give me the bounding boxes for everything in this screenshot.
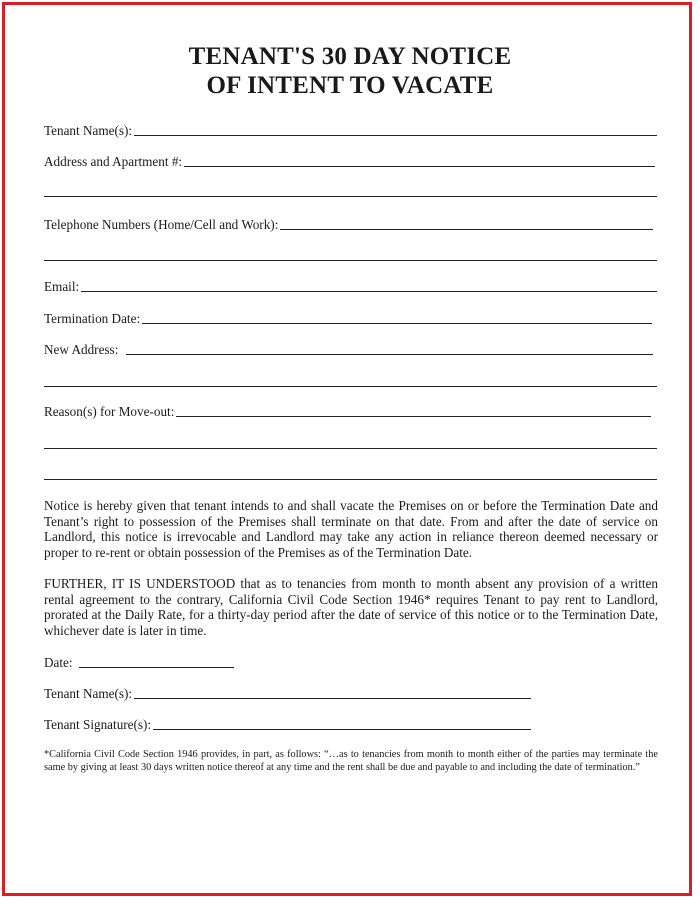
- signature-tenant-names-field[interactable]: [44, 686, 531, 702]
- title-line-2: OF INTENT TO VACATE: [206, 72, 494, 99]
- telephone-label: Telephone Numbers (Home/Cell and Work):: [44, 217, 279, 232]
- address-blank-2[interactable]: [44, 196, 657, 197]
- address-field[interactable]: [44, 154, 655, 170]
- tenant-names-label: Tenant Name(s):: [44, 123, 133, 138]
- email-label: Email:: [44, 279, 80, 294]
- signature-tenant-names-blank[interactable]: [134, 698, 531, 699]
- email-field[interactable]: [44, 279, 657, 295]
- new-address-blank[interactable]: [126, 354, 653, 355]
- title-line-1: TENANT'S 30 DAY NOTICE: [188, 43, 512, 70]
- reasons-blank-3[interactable]: [44, 479, 657, 480]
- new-address-blank-2[interactable]: [44, 386, 657, 387]
- telephone-blank-2[interactable]: [44, 260, 657, 261]
- signature-tenant-names-label: Tenant Name(s):: [44, 686, 133, 701]
- address-label: Address and Apartment #:: [44, 154, 183, 169]
- date-field[interactable]: [44, 655, 234, 671]
- telephone-field[interactable]: [44, 217, 653, 233]
- reasons-blank-2[interactable]: [44, 448, 657, 449]
- reasons-blank[interactable]: [176, 416, 651, 417]
- date-blank[interactable]: [79, 667, 234, 668]
- termination-date-label: Termination Date:: [44, 311, 141, 326]
- tenant-signatures-label: Tenant Signature(s):: [44, 717, 152, 732]
- reasons-label: Reason(s) for Move-out:: [44, 404, 175, 419]
- civil-code-footnote: *California Civil Code Section 1946 provides, in part, as follows: “…as to tenancies from month to month either of the parties may terminate the same by giving at least 30 days written notice thereof at any time and the rent shall be due and payable to and including the date of termination.”: [44, 749, 658, 773]
- tenant-signatures-field[interactable]: [44, 717, 531, 733]
- notice-paragraph: Notice is hereby given that tenant intends to and shall vacate the Premises on or before the Termination Date and Tenant’s right to possession of the Premises shall terminate on that date. From and after the date of service on Landlord, this notice is irrevocable and Landlord may take any action in reliance thereon deemed necessary or proper to re-rent or obtain possession of the Premises as of the Termination Date.: [44, 498, 658, 560]
- new-address-field[interactable]: [44, 342, 653, 358]
- tenant-signatures-blank[interactable]: [153, 729, 531, 730]
- termination-date-blank[interactable]: [142, 323, 652, 324]
- date-label: Date:: [44, 655, 73, 670]
- new-address-label: New Address:: [44, 342, 119, 357]
- termination-date-field[interactable]: [44, 311, 652, 327]
- address-blank[interactable]: [184, 166, 655, 167]
- further-paragraph: FURTHER, IT IS UNDERSTOOD that as to tenancies from month to month absent any provision of a written rental agreement to the contrary, California Civil Code Section 1946* requires Tenant to pay rent to Landlord, prorated at the Daily Rate, for a thirty-day period after the date of service of this notice or to the Termination Date, whichever date is later in time.: [44, 576, 658, 638]
- form-title: [0, 42, 700, 100]
- tenant-names-field[interactable]: [44, 123, 657, 139]
- reasons-field[interactable]: [44, 404, 651, 420]
- tenant-names-blank[interactable]: [134, 135, 657, 136]
- telephone-blank[interactable]: [280, 229, 653, 230]
- email-blank[interactable]: [81, 291, 657, 292]
